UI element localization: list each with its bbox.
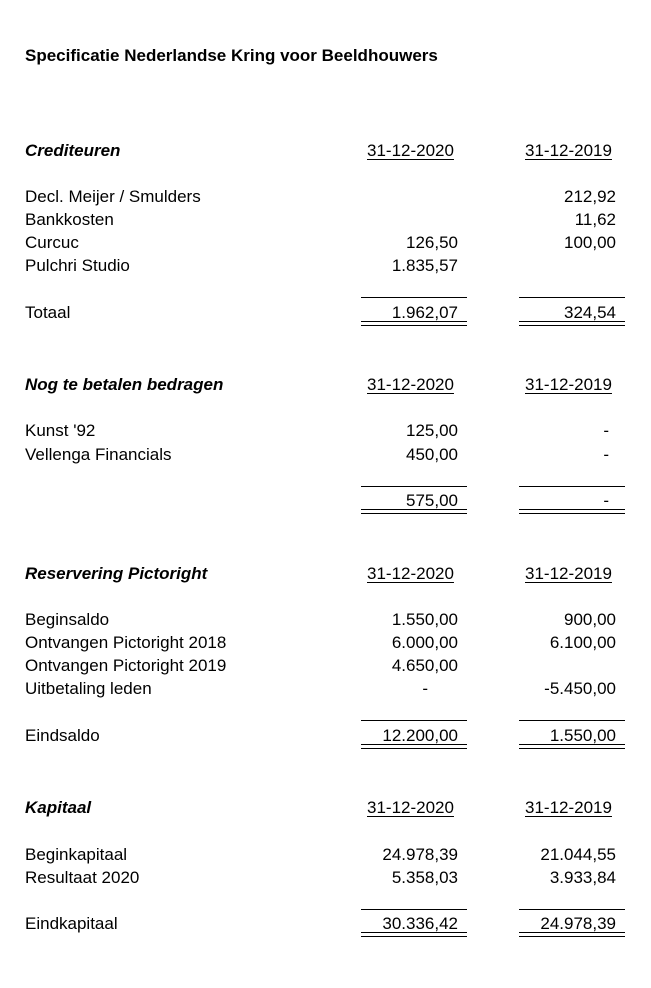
- section-title-kapitaal: Kapitaal: [25, 798, 92, 817]
- total-rule: [361, 909, 467, 910]
- total-label: Eindkapitaal: [25, 914, 118, 933]
- total-rule: [519, 297, 625, 298]
- row-label: Ontvangen Pictoright 2018: [25, 633, 227, 652]
- value-2019: -: [603, 421, 609, 440]
- column-header-2020: 31-12-2020: [367, 798, 454, 817]
- double-underline: [361, 932, 467, 937]
- total-2019: 324,54: [564, 303, 616, 322]
- total-2019: -: [603, 491, 609, 510]
- total-label: Totaal: [25, 303, 71, 322]
- section-title-crediteuren: Crediteuren: [25, 141, 121, 160]
- table-row: [0, 187, 651, 209]
- table-row: [0, 210, 651, 232]
- double-underline: [361, 321, 467, 326]
- value-2019: 3.933,84: [549, 868, 616, 887]
- value-2019: 6.100,00: [549, 633, 616, 652]
- total-rule: [361, 297, 467, 298]
- row-label: Beginsaldo: [25, 610, 110, 629]
- total-2020: 12.200,00: [382, 726, 458, 745]
- value-2020: 1.835,57: [391, 256, 458, 275]
- double-underline: [519, 321, 625, 326]
- total-2020: 575,00: [406, 491, 458, 510]
- total-rule: [361, 486, 467, 487]
- total-rule: [519, 486, 625, 487]
- column-header-2019: 31-12-2019: [525, 141, 612, 160]
- row-label: Pulchri Studio: [25, 256, 130, 275]
- column-header-2020: 31-12-2020: [367, 141, 454, 160]
- double-underline: [519, 744, 625, 749]
- table-row: [0, 845, 651, 867]
- value-2019: -: [603, 445, 609, 464]
- total-rule: [519, 720, 625, 721]
- value-2020: 1.550,00: [391, 610, 458, 629]
- total-2019: 1.550,00: [549, 726, 616, 745]
- column-header-2019: 31-12-2019: [525, 798, 612, 817]
- total-2020: 1.962,07: [391, 303, 458, 322]
- table-row: [0, 421, 651, 443]
- value-2020: 450,00: [406, 445, 458, 464]
- value-2019: 100,00: [564, 233, 616, 252]
- table-row: [0, 633, 651, 655]
- row-label: Curcuc: [25, 233, 79, 252]
- section-title-reservering: Reservering Pictoright: [25, 564, 208, 583]
- value-2020: 6.000,00: [391, 633, 458, 652]
- value-2020: 4.650,00: [391, 656, 458, 675]
- value-2019: 212,92: [564, 187, 616, 206]
- double-underline: [361, 744, 467, 749]
- value-2020: 5.358,03: [391, 868, 458, 887]
- value-2020: 24.978,39: [382, 845, 458, 864]
- column-header-2019: 31-12-2019: [525, 564, 612, 583]
- column-header-2020: 31-12-2020: [367, 375, 454, 394]
- total-2019: 24.978,39: [540, 914, 616, 933]
- table-row: [0, 679, 651, 701]
- table-row: [0, 656, 651, 678]
- row-label: Uitbetaling leden: [25, 679, 152, 698]
- row-label: Bankkosten: [25, 210, 114, 229]
- row-label: Ontvangen Pictoright 2019: [25, 656, 227, 675]
- section-title-nog-te-betalen: Nog te betalen bedragen: [25, 375, 224, 394]
- table-row: [0, 256, 651, 278]
- page-title: Specificatie Nederlandse Kring voor Beeldhouwers: [25, 46, 438, 65]
- value-2020: -: [422, 679, 428, 698]
- value-2019: -5.450,00: [544, 679, 616, 698]
- total-rule: [519, 909, 625, 910]
- total-2020: 30.336,42: [382, 914, 458, 933]
- column-header-2019: 31-12-2019: [525, 375, 612, 394]
- table-row: [0, 233, 651, 255]
- value-2019: 21.044,55: [540, 845, 616, 864]
- value-2020: 125,00: [406, 421, 458, 440]
- row-label: Resultaat 2020: [25, 868, 140, 887]
- row-label: Beginkapitaal: [25, 845, 128, 864]
- double-underline: [519, 509, 625, 514]
- double-underline: [519, 932, 625, 937]
- total-rule: [361, 720, 467, 721]
- column-header-2020: 31-12-2020: [367, 564, 454, 583]
- table-row: [0, 610, 651, 632]
- value-2019: 11,62: [574, 210, 616, 229]
- row-label: Vellenga Financials: [25, 445, 172, 464]
- value-2019: 900,00: [564, 610, 616, 629]
- table-row: [0, 445, 651, 467]
- row-label: Decl. Meijer / Smulders: [25, 187, 201, 206]
- row-label: Kunst '92: [25, 421, 96, 440]
- table-row: [0, 868, 651, 890]
- total-label: Eindsaldo: [25, 726, 100, 745]
- value-2020: 126,50: [406, 233, 458, 252]
- double-underline: [361, 509, 467, 514]
